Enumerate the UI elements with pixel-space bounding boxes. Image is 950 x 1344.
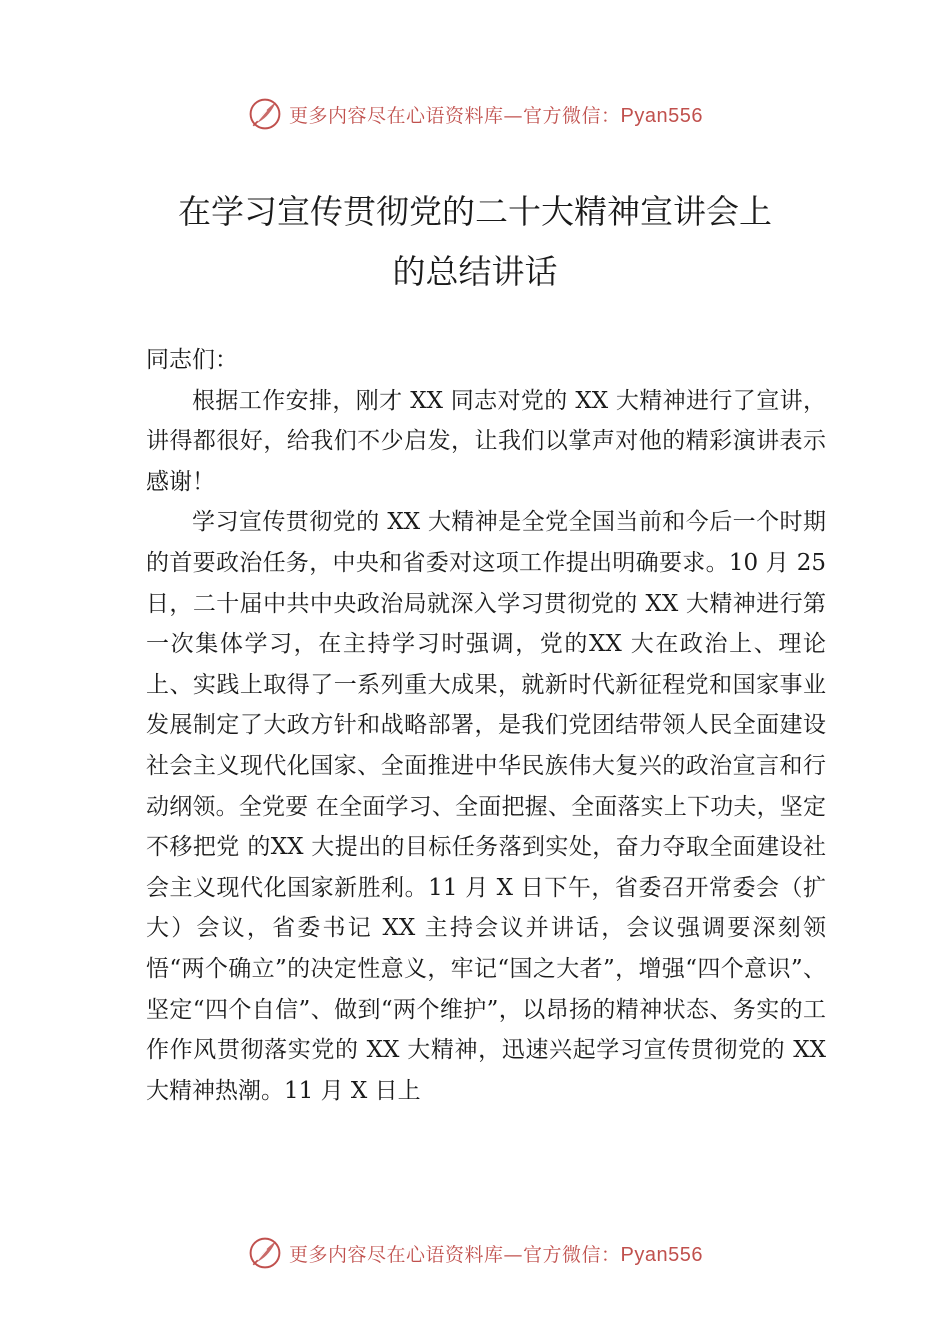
banner-text: 更多内容尽在心语资料库—官方微信：Pyan556 (289, 104, 703, 127)
paragraph-1: 根据工作安排，刚才 XX 同志对党的 XX 大精神进行了宣讲，讲得都很好，给我们不少启发，让我们以掌声对他的精彩演讲表示感谢！ (146, 387, 826, 495)
title-line-1: 在学习宣传贯彻党的二十大精神宣讲会上 (178, 192, 772, 231)
feather-pen-logo-icon (247, 1235, 283, 1271)
title-line-2: 的总结讲话 (392, 252, 558, 291)
footer-banner (0, 1233, 950, 1273)
wechat-id: Pyan556 (620, 1243, 703, 1266)
banner-text: 更多内容尽在心语资料库—官方微信：Pyan556 (289, 1243, 703, 1266)
salutation: 同志们： (146, 347, 238, 373)
wechat-id: Pyan556 (620, 104, 703, 127)
header-banner (0, 94, 950, 134)
document-title (100, 182, 850, 302)
feather-pen-logo-icon (247, 96, 283, 132)
document-body (146, 340, 826, 1111)
paragraph-2: 学习宣传贯彻党的 XX 大精神是全党全国当前和今后一个时期的首要政治任务，中央和省委对这项工作提出明确要求。10 月 25 日，二十届中共中央政治局就深入学习贯彻党的 XX 大精神进行第一次集体学习，在主持学习时强调，党的XX 大在政治上、理论上、实践上取得了一系列重大成果，就新时代新征程党和国家事业发展制定了大政方针和战略部署，是我们党团结带领人民全面建设社会主义现代化国家、全面推进中华民族伟大复兴的政治宣言和行动纲领。全党要 在全面学习、全面把握、全面落实上下功夫，坚定不移把党 的XX 大提出的目标任务落到实处，奋力夺取全面建设社会主义现代化国家新胜利。11 月 X 日下午，省委召开常委会（扩大）会议，省委书记 XX 主持会议并讲话，会议强调要深刻领悟“两个确立”的决定性意义，牢记“国之大者”，增强“四个意识”、坚定“四个自信”、做到“两个维护”，以昂扬的精神状态、务实的工作作风贯彻落实党的 XX 大精神，迅速兴起学习宣传贯彻党的 XX 大精神热潮。11 月 X 日上 (146, 509, 826, 1104)
